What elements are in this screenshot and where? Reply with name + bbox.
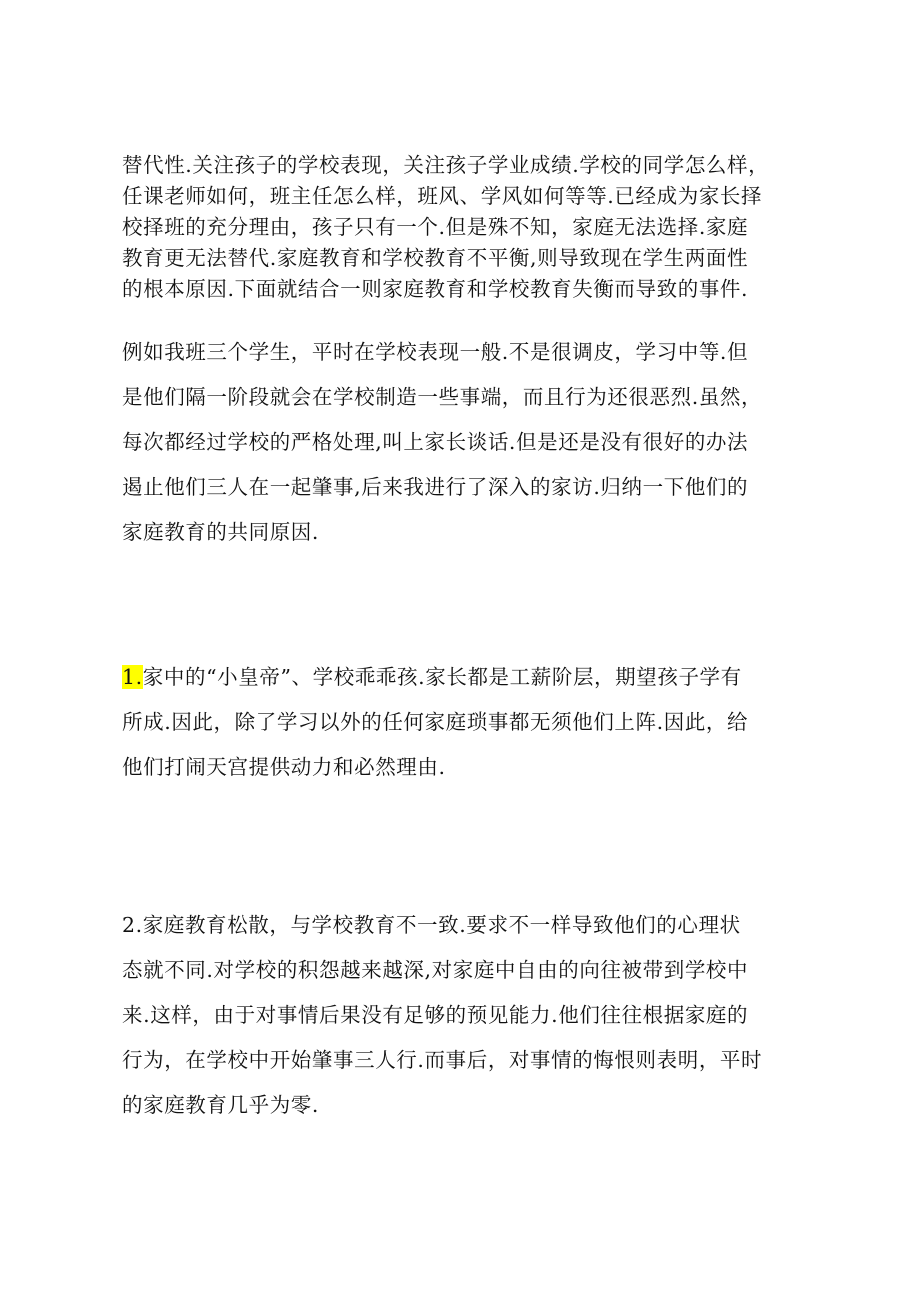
text-line: 替代性.关注孩子的学校表现，关注孩子学业成绩.学校的同学怎么样，: [122, 153, 770, 177]
text-line: 所成.因此，除了学习以外的任何家庭琐事都无须他们上阵.因此，给: [122, 710, 749, 734]
text-line: 的家庭教育几乎为零.: [122, 1093, 320, 1117]
text-line: 他们打闹天宫提供动力和必然理由.: [122, 755, 446, 779]
text-line: 家庭教育的共同原因.: [122, 520, 320, 544]
text-line: 态就不同.对学校的积怨越来越深,对家庭中自由的向往被带到学校中: [122, 958, 749, 982]
text-line: 的根本原因.下面就结合一则家庭教育和学校教育失衡而导致的事件.: [122, 277, 749, 301]
paragraph-1: [122, 150, 812, 305]
text-line-first: [122, 655, 812, 700]
text-line: 校择班的充分理由，孩子只有一个.但是殊不知，家庭无法选择.家庭: [122, 215, 749, 239]
text-line: 教育更无法替代.家庭教育和学校教育不平衡,则导致现在学生两面性: [122, 246, 749, 270]
text-line: 来.这样，由于对事情后果没有足够的预见能力.他们往往根据家庭的: [122, 1003, 749, 1027]
text-line: 每次都经过学校的严格处理,叫上家长谈话.但是还是没有很好的办法: [122, 430, 749, 454]
paragraph-3: [122, 655, 812, 790]
text-line: 2.家庭教育松散，与学校教育不一致.要求不一样导致他们的心理状: [122, 913, 741, 937]
text-line: 任课老师如何，班主任怎么样，班风、学风如何等等.已经成为家长择: [122, 184, 763, 208]
text-line: 是他们隔一阶段就会在学校制造一些事端，而且行为还很恶烈.虽然，: [122, 385, 763, 409]
paragraph-2: [122, 330, 812, 555]
text-line-content: 家中的“小皇帝”、学校乖乖孩.家长都是工薪阶层，期望孩子学有: [142, 665, 742, 689]
text-line: 例如我班三个学生，平时在学校表现一般.不是很调皮，学习中等.但: [122, 340, 749, 364]
highlighted-list-marker: 1.: [122, 665, 143, 689]
paragraph-4: [122, 903, 812, 1128]
text-line: 遏止他们三人在一起肇事,后来我进行了深入的家访.归纳一下他们的: [122, 475, 749, 499]
text-line: 行为，在学校中开始肇事三人行.而事后，对事情的悔恨则表明，平时: [122, 1048, 763, 1072]
